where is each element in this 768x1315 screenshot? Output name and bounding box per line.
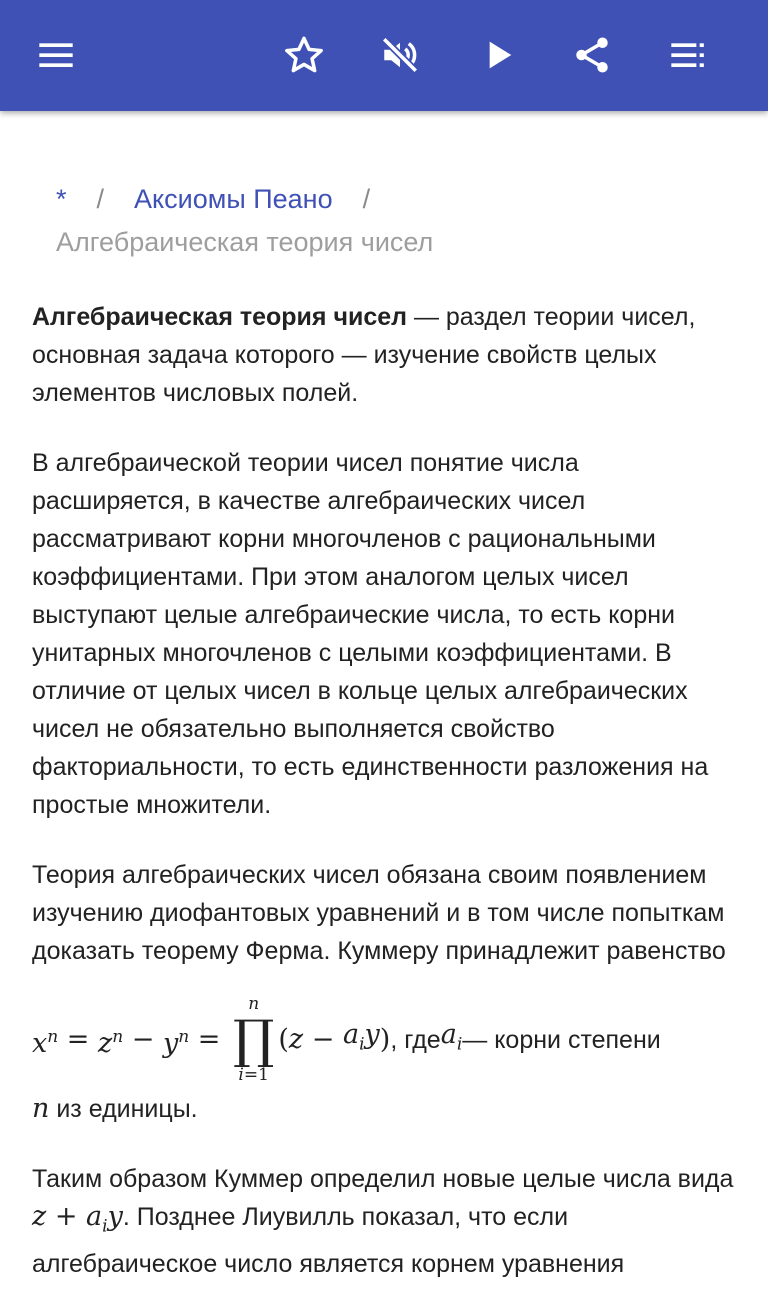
play-icon <box>478 35 518 75</box>
article-paragraph: Теория алгебраических чисел обязана своим появлением изучению диофантовых уравнений и в том числе попыткам доказать теорему Ферма. Куммеру принадлежит равенство <box>32 861 726 965</box>
article-paragraph: n из единицы. <box>32 1093 198 1124</box>
table-of-contents-icon <box>668 35 708 75</box>
article-paragraph: В алгебраической теории чисел понятие числа расширяется, в качестве алгебраических чисел рассматривают корни многочленов с рациональными коэффициентами. При этом аналогом целых чисел выступают целые алгебраические числа, то есть корни унитарных многочленов с целыми коэффициентами. В отличие от целых чисел в кольце целых алгебраических чисел не обязательно выполняется свойство факториальности, то есть единственности разложения на простые множители. <box>32 449 709 819</box>
article-body <box>32 298 736 1315</box>
formula-lhs: $x^n$ <box>32 1026 59 1059</box>
breadcrumb-parent-link[interactable]: Аксиомы Пеано <box>134 184 333 214</box>
kummer-formula: $x^n$ = $z^n$ − $y^n$ = n ∏ i=1 ( z − $a_iy$ ) , где $a_i$ — корни степени <box>32 994 661 1085</box>
article-paragraph: Таким образом Куммер определил новые целые числа вида $z + a_iy$. Позднее Лиувилль показал, что если алгебраическое число является корнем уравнения <box>32 1165 734 1279</box>
breadcrumb-separator: / <box>362 184 371 214</box>
breadcrumb <box>56 178 736 264</box>
share-button[interactable] <box>564 27 620 83</box>
breadcrumb-current-page: Алгебраическая теория чисел <box>56 227 434 257</box>
app-toolbar <box>0 0 768 111</box>
formula-text: — корни степени <box>462 1026 661 1054</box>
star-icon <box>283 34 325 76</box>
share-icon <box>571 34 613 76</box>
breadcrumb-root-link[interactable]: * <box>56 184 67 214</box>
volume-off-icon <box>379 34 421 76</box>
contents-button[interactable] <box>660 27 716 83</box>
article-term: Алгебраическая теория чисел <box>32 303 408 331</box>
menu-button[interactable] <box>28 27 84 83</box>
favorite-button[interactable] <box>276 27 332 83</box>
formula-text: , где <box>390 1026 441 1054</box>
mute-button[interactable] <box>372 27 428 83</box>
play-button[interactable] <box>470 27 526 83</box>
menu-icon <box>36 35 76 75</box>
product-symbol: n ∏ i=1 <box>232 994 275 1085</box>
article-paragraph: Алгебраическая теория чисел — раздел теории чисел, основная задача которого — изучение свойств целых элементов числовых полей. <box>32 303 696 407</box>
breadcrumb-separator: / <box>96 184 105 214</box>
